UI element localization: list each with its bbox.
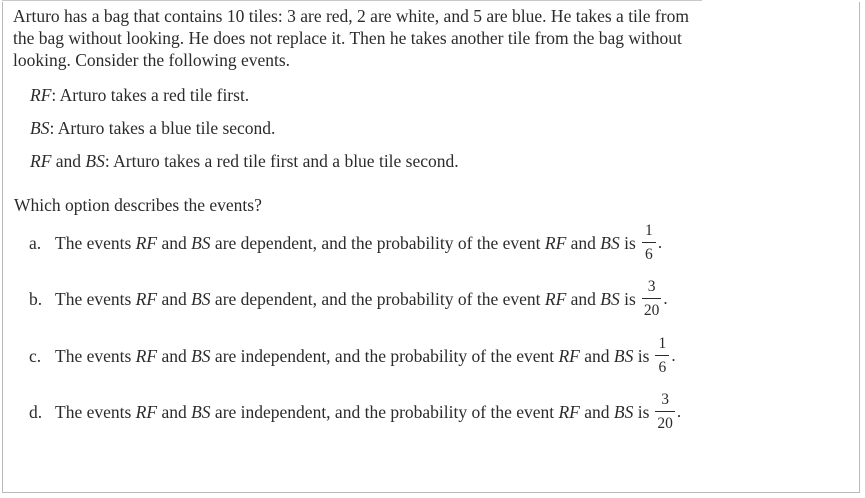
probability-fraction xyxy=(655,335,669,376)
problem-intro: Arturo has a bag that contains 10 tiles: 3 are red, 2 are white, and 5 are blue. He takes a tile from the bag without looking. He does not replace it. Then he takes another tile from the bag without looking. Consider the following events. xyxy=(13,6,689,70)
fraction-denominator: 20 xyxy=(657,415,673,432)
question-prompt: Which option describes the events? xyxy=(14,195,262,215)
option-text: The events RF and BS are independent, and the probability of the event RF and BS is xyxy=(55,401,650,422)
event-rf-and-bs xyxy=(30,150,459,172)
option-letter: c. xyxy=(29,345,42,366)
event-rf-name: RF xyxy=(30,151,52,171)
event-bs-desc: : Arturo takes a blue tile second. xyxy=(49,118,276,138)
option-c[interactable] xyxy=(29,335,676,376)
fraction-denominator: 20 xyxy=(643,302,660,319)
event-bs-name: BS xyxy=(85,151,105,171)
option-a[interactable] xyxy=(29,222,662,263)
event-rf xyxy=(30,84,249,106)
event-bs xyxy=(30,117,275,139)
option-period: . xyxy=(663,288,668,308)
top-border xyxy=(2,0,702,1)
option-text: The events RF and BS are independent, and the probability of the event RF and BS is xyxy=(55,345,650,366)
option-letter: a. xyxy=(29,232,42,253)
event-rf-name: RF xyxy=(30,85,52,105)
fraction-numerator: 1 xyxy=(658,335,667,352)
event-and-word: and xyxy=(51,151,86,171)
fraction-denominator: 6 xyxy=(658,359,667,376)
probability-fraction xyxy=(642,222,656,263)
probability-fraction xyxy=(642,278,662,319)
option-d[interactable] xyxy=(29,391,681,432)
option-text: The events RF and BS are dependent, and the probability of the event RF and BS is xyxy=(55,232,636,253)
option-period: . xyxy=(657,232,663,252)
fraction-denominator: 6 xyxy=(644,246,653,263)
option-text: The events RF and BS are dependent, and the probability of the event RF and BS is xyxy=(55,288,636,309)
option-period: . xyxy=(676,401,682,421)
option-letter: d. xyxy=(29,401,43,422)
probability-fraction xyxy=(655,391,675,432)
event-rf-desc: : Arturo takes a red tile first. xyxy=(51,85,250,105)
event-bs-name: BS xyxy=(30,118,50,138)
fraction-numerator: 3 xyxy=(661,391,670,408)
fraction-numerator: 3 xyxy=(647,278,656,295)
option-b[interactable] xyxy=(29,278,668,319)
option-period: . xyxy=(671,345,676,365)
option-letter: b. xyxy=(29,288,43,309)
fraction-numerator: 1 xyxy=(644,222,653,239)
event-rfbs-desc: : Arturo takes a red tile first and a blue tile second. xyxy=(104,151,459,171)
